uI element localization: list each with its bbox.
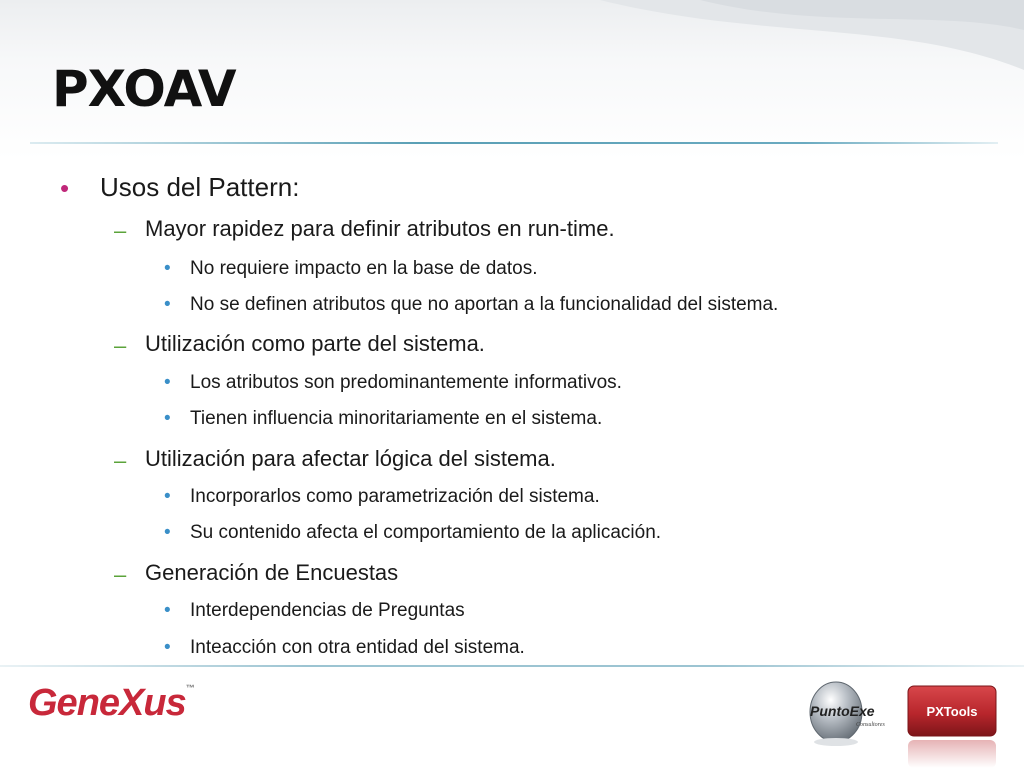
puntoexe-logo-text: PuntoExe xyxy=(810,703,875,719)
pxtools-logo-text: PXTools xyxy=(926,704,978,719)
bullet-level2-marker: – xyxy=(114,218,127,243)
bullet-level3-marker: • xyxy=(164,600,171,621)
slide-title: PXOAV xyxy=(52,60,236,118)
bullet-level3-marker: • xyxy=(164,486,171,507)
bullet-level2-text: Mayor rapidez para definir atributos en run-time. xyxy=(145,216,615,241)
bullet-level3-text: Interdependencias de Preguntas xyxy=(190,600,465,621)
bullet-level3-marker: • xyxy=(164,258,171,279)
bullet-level3-marker: • xyxy=(164,522,171,543)
bullet-level3-marker: • xyxy=(164,408,171,429)
footer-divider xyxy=(0,665,1024,667)
bullet-level1-text: Usos del Pattern: xyxy=(100,172,300,202)
bullet-level3-text: Tienen influencia minoritariamente en el sistema. xyxy=(190,408,603,429)
bullet-level2-text: Utilización para afectar lógica del sistema. xyxy=(145,446,556,471)
genexus-logo xyxy=(28,684,194,722)
bullet-level2-text: Generación de Encuestas xyxy=(145,560,399,585)
bullet-level3-text: No requiere impacto en la base de datos. xyxy=(190,258,538,279)
bullet-level3-text: Incorporarlos como parametrización del sistema. xyxy=(190,486,600,507)
puntoexe-logo xyxy=(806,678,902,748)
bullet-level2-marker: – xyxy=(114,562,127,587)
bullet-level3-marker: • xyxy=(164,372,171,393)
bullet-level3-marker: • xyxy=(164,637,171,658)
pxtools-logo xyxy=(906,684,998,768)
bullet-level3-text: Inteacción con otra entidad del sistema. xyxy=(190,637,525,658)
bullet-level3-marker: • xyxy=(164,294,171,315)
title-divider xyxy=(30,142,998,144)
bullet-level2-text: Utilización como parte del sistema. xyxy=(145,331,485,356)
bullet-level3-text: No se definen atributos que no aportan a la funcionalidad del sistema. xyxy=(190,294,779,315)
puntoexe-subtitle: Consultores xyxy=(856,722,885,728)
bullet-level2-marker: – xyxy=(114,448,127,473)
bullet-level3-text: Los atributos son predominantemente informativos. xyxy=(190,372,622,393)
bullet-level1-marker: • xyxy=(60,173,70,203)
genexus-logo-text: GeneXus xyxy=(28,682,186,724)
bullet-level3-text: Su contenido afecta el comportamiento de la aplicación. xyxy=(190,522,662,543)
genexus-trademark: ™ xyxy=(185,683,194,693)
bullet-level2-marker: – xyxy=(114,333,127,358)
